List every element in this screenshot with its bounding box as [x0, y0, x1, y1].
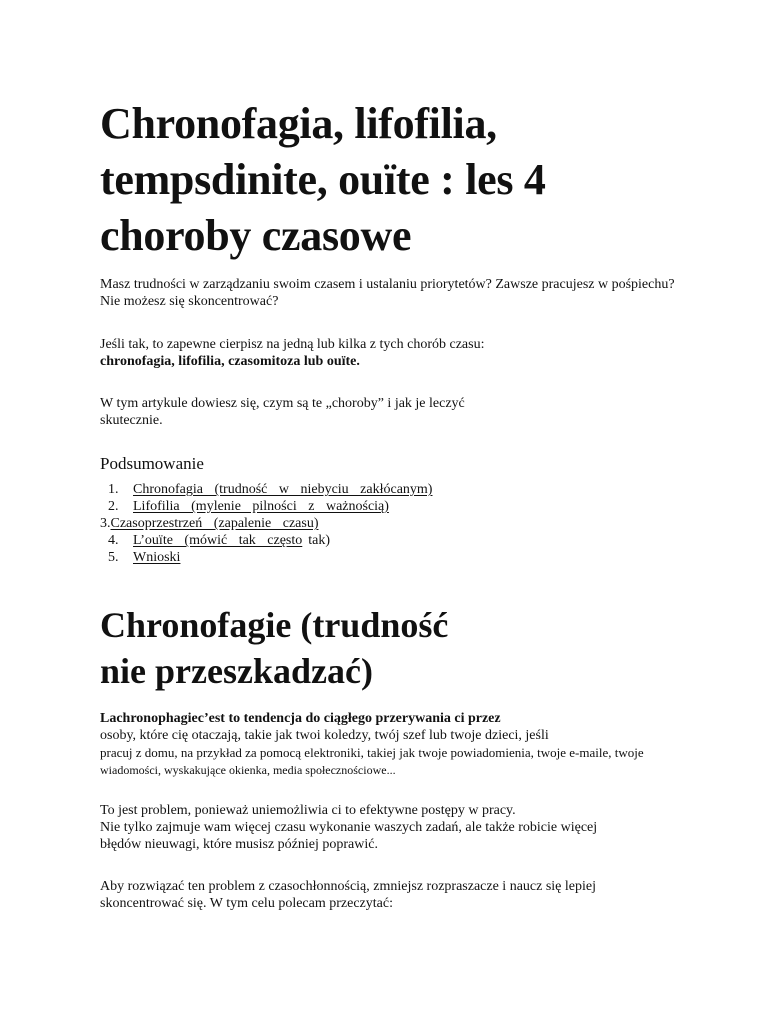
section1-p1-line2: osoby, które cię otaczają, takie jak twoi koledzy, twój szef lub twoje dzieci, jeśli — [100, 728, 549, 743]
section1-p1-line3: pracuj z domu, na przykład za pomocą elektroniki, takiej jak twoje powiadomienia, twoje e-maile, twoje — [100, 745, 644, 760]
summary-item-number: 2. — [108, 499, 119, 514]
summary-item-5[interactable] — [108, 549, 432, 566]
section-heading-chronofagie — [100, 602, 660, 694]
section1-paragraph-2 — [100, 802, 740, 853]
summary-item-2[interactable] — [108, 498, 432, 515]
section1-paragraph-3 — [100, 878, 740, 912]
summary-item-link[interactable]: Wnioski — [133, 550, 181, 565]
summary-item-link[interactable]: Czasoprzestrzeń (zapalenie czasu) — [110, 516, 319, 531]
intro-p1-line1: Masz trudności w zarządzaniu swoim czasem i ustalaniu priorytetów? Zawsze pracujesz w pośpiechu? — [100, 277, 675, 292]
intro-p3-line2: skutecznie. — [100, 413, 163, 428]
page-title — [100, 96, 660, 264]
title-line-3: choroby czasowe — [100, 211, 412, 260]
section-heading-line-2: nie przeszkadzać) — [100, 651, 373, 691]
summary-item-4[interactable] — [108, 532, 432, 549]
summary-item-number: 5. — [108, 550, 119, 565]
summary-item-link[interactable]: L’ouïte (mówić tak często — [133, 533, 303, 548]
intro-paragraph-1 — [100, 276, 740, 310]
section1-p1-line4: wiadomości, wyskakujące okienka, media społecznościowe... — [100, 763, 396, 777]
summary-item-1[interactable] — [108, 481, 432, 498]
summary-item-link[interactable]: Lifofilia (mylenie pilności z ważnością) — [133, 499, 389, 514]
summary-item-3[interactable] — [100, 515, 432, 532]
summary-list — [100, 481, 433, 566]
section1-p3-line1: Aby rozwiązać ten problem z czasochłonnością, zmniejsz rozpraszacze i naucz się lepiej — [100, 879, 596, 894]
section1-p3-line2: skoncentrować się. W tym celu polecam przeczytać: — [100, 896, 393, 911]
summary-item-number: 1. — [108, 482, 119, 497]
intro-paragraph-2 — [100, 336, 740, 370]
intro-p2-line1: Jeśli tak, to zapewne cierpisz na jedną lub kilka z tych chorób czasu: — [100, 337, 485, 352]
section1-p2-line2: Nie tylko zajmuje wam więcej czasu wykonanie waszych zadań, ale także robicie więcej — [100, 820, 598, 835]
intro-paragraph-3 — [100, 395, 740, 429]
section1-p1-bold: Lachronophagiec’est to tendencja do ciągłego przerywania ci przez — [100, 711, 501, 726]
summary-heading: Podsumowanie — [100, 454, 204, 473]
section-heading-line-1: Chronofagie (trudność — [100, 605, 449, 645]
summary-item-link[interactable]: Chronofagia (trudność w niebyciu zakłócanym) — [133, 482, 433, 497]
title-line-1: Chronofagia, lifofilia, — [100, 99, 497, 148]
section1-paragraph-1 — [100, 710, 740, 779]
intro-p1-line2: Nie możesz się skoncentrować? — [100, 294, 279, 309]
title-line-2: tempsdinite, ouïte : les 4 — [100, 155, 546, 204]
summary-item-number: 4. — [108, 533, 119, 548]
intro-p2-line2: chronofagia, lifofilia, czasomitoza lub ouïte. — [100, 354, 360, 369]
section1-p2-line3: błędów nieuwagi, które musisz później poprawić. — [100, 837, 378, 852]
section1-p2-line1: To jest problem, ponieważ uniemożliwia ci to efektywne postępy w pracy. — [100, 803, 516, 818]
summary-item-tail: tak) — [308, 533, 331, 548]
summary-item-number: 3. — [100, 516, 111, 531]
intro-p3-line1: W tym artykule dowiesz się, czym są te „choroby” i jak je leczyć — [100, 396, 465, 411]
